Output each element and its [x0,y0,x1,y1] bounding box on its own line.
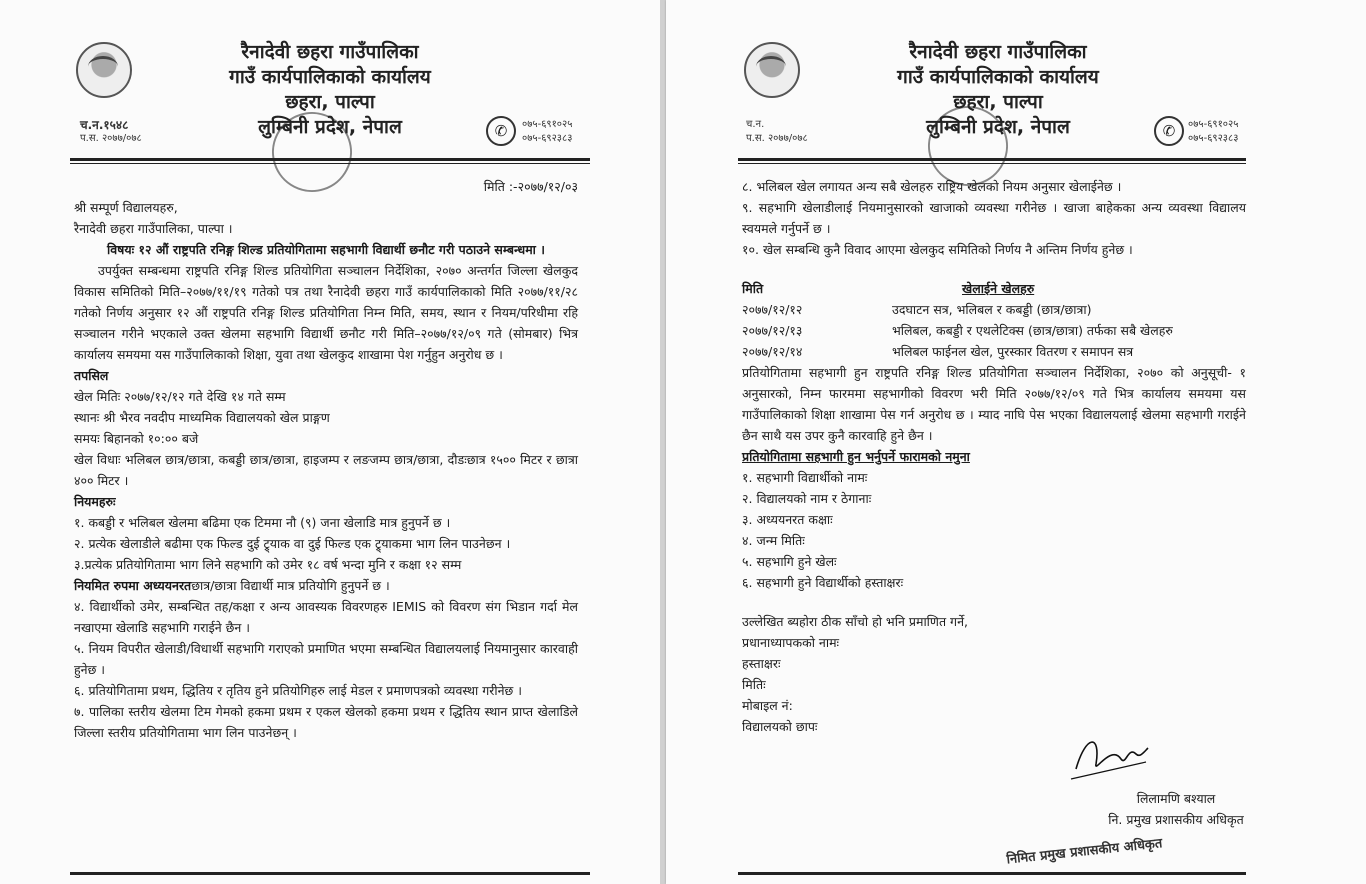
letterhead [0,0,660,170]
schedule-games: भलिबल, कबड्डी र एथलेटिक्स (छात्र/छात्रा) तर्फका सबै खेलहरु [892,323,1173,338]
rule-7: ७. पालिका स्तरीय खेलमा टिम गेमको हकमा प्रथम र एकल खेलको हकमा प्रथम र द्धितिय स्थान प्राप्त खेलाडिले जिल्ला स्तरीय प्रतियोगितामा भाग लिन पाउनेछन् । [74,704,578,740]
phone-2: ०७५-६९२३८३ [522,133,573,144]
schedule-row [742,299,1246,320]
footer-rule [738,872,1246,875]
rule-10: १०. खेल सम्बन्धि कुनै विवाद आएमा खेलकुद समितिको निर्णय नै अन्तिम निर्णय हुनेछ । [742,242,1133,257]
body-paragraph-1: उपर्युक्त सम्बन्धमा राष्ट्रपति रनिङ्ग शिल्ड प्रतियोगिता सञ्चालन निर्देशिका, २०७० अन्तर्गत जिल्ला खेलकुद विकास समितिको मिति–२०७७/११/१९ गतेको पत्र तथा रैनादेवी छहरा गाउँ कार्यपालिकाको मिति २०७७/११/२८ गतेको निर्णय अनुसार १२ औं राष्ट्रपति रनिङ्ग शिल्ड प्रतियोगिता निम्न मिति, समय, स्थान र नियम/परिधीमा रहि सञ्चालन गरीने भएकाले उक्त खेलमा सहभागि विद्यार्थी छनौट गरी मिति–२०७७/१२/०९ गते (सोमबार) भित्र कार्यालय समयमा यस गाउँपालिकाको शिक्षा, युवा तथा खेलकुद शाखामा पेश गर्नुहुन अनुरोध छ । [74,263,578,362]
cert-item: हस्ताक्षरः [742,656,781,671]
nepal-emblem-icon [76,42,132,98]
rule-9: ९. सहभागि खेलाडीलाई नियमानुसारको खाजाको व्यवस्था गरीनेछ । खाजा बाहेकका अन्य व्यवस्था विद्यालय स्वयमले गर्नुपर्ने छ । [742,200,1246,236]
schedule-header [742,278,1246,299]
org-line1: रैनादेवी छहरा गाउँपालिका [909,41,1087,63]
form-item: ३. अध्ययनरत कक्षाः [742,512,833,527]
header-rule-thin [738,163,1246,164]
org-line3: छहरा, पाल्पा [285,91,375,113]
rule-4: ४. विद्यार्थीको उमेर, सम्बन्धित तह/कक्षा र अन्य आवस्यक विवरणहरु IEMIS को विवरण संग भिडान गर्दा मेल नखाएमा खेलाडि सहभागि गराईने छैन । [74,599,578,635]
rule-6: ६. प्रतियोगितामा प्रथम, द्धितिय र तृतिय हुने प्रतियोगिहरु लाई मेडल र प्रमाणपत्रको व्यवस्था गरीनेछ । [74,683,523,698]
signer-name: लिलामणि बश्याल [1136,791,1216,806]
form-item: १. सहभागी विद्यार्थीको नामः [742,470,868,485]
left-body [74,176,578,743]
rule-3 [74,554,578,596]
rule-3-bold: नियमित रुपमा अध्ययनरत [74,578,192,593]
ref-year: प.स. २०७७/०७८ [80,133,142,144]
header-rule [738,158,1246,161]
venue: स्थानः श्री भैरव नवदीप माध्यमिक विद्यालयको खेल प्राङ्गण [74,410,330,425]
tapasil-heading: तपसिल [74,368,109,383]
signer-title: नि. प्रमुख प्रशासकीय अधिकृत [1108,812,1244,827]
org-line2: गाउँ कार्यपालिकाको कार्यालय [229,66,431,88]
footer-rule [70,872,590,875]
ref-year: प.स. २०७७/०७८ [746,133,808,144]
phone-2: ०७५-६९२३८३ [1188,133,1239,144]
schedule-date: २०७७/१२/१३ [742,323,803,338]
form-heading: प्रतियोगितामा सहभागी हुन भर्नुपर्ने फारामको नमुना [742,449,970,464]
phone-numbers [522,118,572,146]
rule-8: ८. भलिबल खेल लगायत अन्य सबै खेलहरु राष्ट्रिय खेलको नियम अनुसार खेलाईनेछ । [742,179,1122,194]
game-time: समयः बिहानको १०:०० बजे [74,431,199,446]
schedule-date: २०७७/१२/१४ [742,344,803,359]
rules-heading: नियमहरुः [74,494,116,509]
phone-icon: ✆ [1154,116,1184,146]
reference-block [80,118,142,146]
schedule-date: २०७७/१२/१२ [742,302,803,317]
phone-1: ०७५-६९१०२५ [1188,119,1239,130]
signer-stamp: निमित प्रमुख प्रशासकीय अधिकृत [1005,836,1164,868]
cert-item: मोबाइल नं: [742,698,793,713]
rule-3-part-c: छात्र/छात्रा विद्यार्थी मात्र प्रतियोगि हुनुपर्ने छ । [191,578,390,593]
form-item: ५. सहभागि हुने खेलः [742,554,837,569]
signature-block [1066,788,1286,830]
right-page [666,0,1366,884]
nepal-emblem-icon [744,42,800,98]
cert-item: विद्यालयको छापः [742,719,818,734]
form-item: २. विद्यालयको नाम र ठेगानाः [742,491,872,506]
cert-item: मितिः [742,677,766,692]
schedule-row [742,320,1246,341]
schedule-header-games: खेलाईने खेलहरु [962,281,1035,296]
rule-3-part-a: ३.प्रत्येक प्रतियोगितामा भाग लिने सहभागि को उमेर १८ वर्ष भन्दा मुनि र कक्षा १२ सम्म [74,557,462,572]
letterhead-right [666,0,1366,170]
certification-line: उल्लेखित ब्यहोरा ठीक साँचो हो भनि प्रमाणित गर्ने, [742,614,969,629]
rule-5: ५. नियम विपरीत खेलाडी/विधार्थी सहभागि गराएको प्रमाणित भएमा सम्बन्धित विद्यालयलाई नियमानुसार कारवाही हुनेछ । [74,641,578,677]
rule-2: २. प्रत्येक खेलाडीले बढीमा एक फिल्ड दुई ट्र्याक वा दुई फिल्ड एक ट्र्याकमा भाग लिन पाउनेछन । [74,536,511,551]
reference-block-right [746,118,808,146]
ref-number: च.न.१५४८ [80,118,129,132]
org-line2: गाउँ कार्यपालिकाको कार्यालय [897,66,1099,88]
org-line4: लुम्बिनी प्रदेश, नेपाल [258,116,402,138]
game-date: खेल मितिः २०७७/१२/१२ गते देखि १४ गते सम्म [74,389,286,404]
phone-1: ०७५-६९१०२५ [522,119,573,130]
form-item: ४. जन्म मितिः [742,533,805,548]
header-rule [70,158,590,161]
form-item: ६. सहभागी हुने विद्यार्थीको हस्ताक्षरः [742,575,904,590]
recipient-line2: रैनादेवी छहरा गाउँपालिका, पाल्पा । [74,221,233,236]
letter-subject: विषयः १२ औं राष्ट्रपति रनिङ्ग शिल्ड प्रतियोगितामा सहभागी विद्यार्थी छनौट गरी पठाउने सम्बन्धमा । [106,242,545,257]
game-events: खेल विधाः भलिबल छात्र/छात्रा, कबड्डी छात्र/छात्रा, हाइजम्प र लङजम्प छात्र/छात्रा, दौडःछात्र १५०० मिटर र छात्रा ४०० मिटर । [74,452,578,488]
org-line4: लुम्बिनी प्रदेश, नेपाल [926,116,1070,138]
signature [1066,724,1156,784]
body-paragraph-2: प्रतियोगितामा सहभागी हुन राष्ट्रपति रनिङ्ग शिल्ड प्रतियोगिता सञ्चालन निर्देशिका, २०७० को अनुसूची- १ अनुसारको, निम्न फारममा सहभागीको विवरण भरी मिति २०७७/१२/०९ गते भित्र कार्यालय समयमा यस गाउँपालिकाको शिक्षा शाखामा पेस गर्न अनुरोध छ । म्याद नाघि पेस भएका विद्यालयलाई खेलमा सहभागी गराईने छैन साथै यस उपर कुनै कारवाहि हुने छैन । [742,365,1246,443]
left-page [0,0,660,884]
ref-number: च.न. [746,119,765,130]
schedule-games: भलिबल फाईनल खेल, पुरस्कार वितरण र समापन सत्र [892,344,1134,359]
cert-item: प्रधानाध्यापकको नामः [742,635,840,650]
header-rule-thin [70,163,590,164]
org-line1: रैनादेवी छहरा गाउँपालिका [241,41,419,63]
schedule-row [742,341,1246,362]
phone-icon: ✆ [486,116,516,146]
rule-1: १. कबड्डी र भलिबल खेलमा बढिमा एक टिममा नौ (९) जना खेलाडि मात्र हुनुपर्ने छ । [74,515,451,530]
recipient-line1: श्री सम्पूर्ण विद्यालयहरु, [74,200,178,215]
schedule-games: उदघाटन सत्र, भलिबल र कबड्डी (छात्र/छात्रा) [892,302,1092,317]
org-line3: छहरा, पाल्पा [953,91,1043,113]
right-body [742,176,1246,737]
letter-date: मिति :-२०७७/१२/०३ [483,179,578,194]
schedule-header-date: मिति [742,281,764,296]
phone-numbers-right [1188,118,1238,146]
